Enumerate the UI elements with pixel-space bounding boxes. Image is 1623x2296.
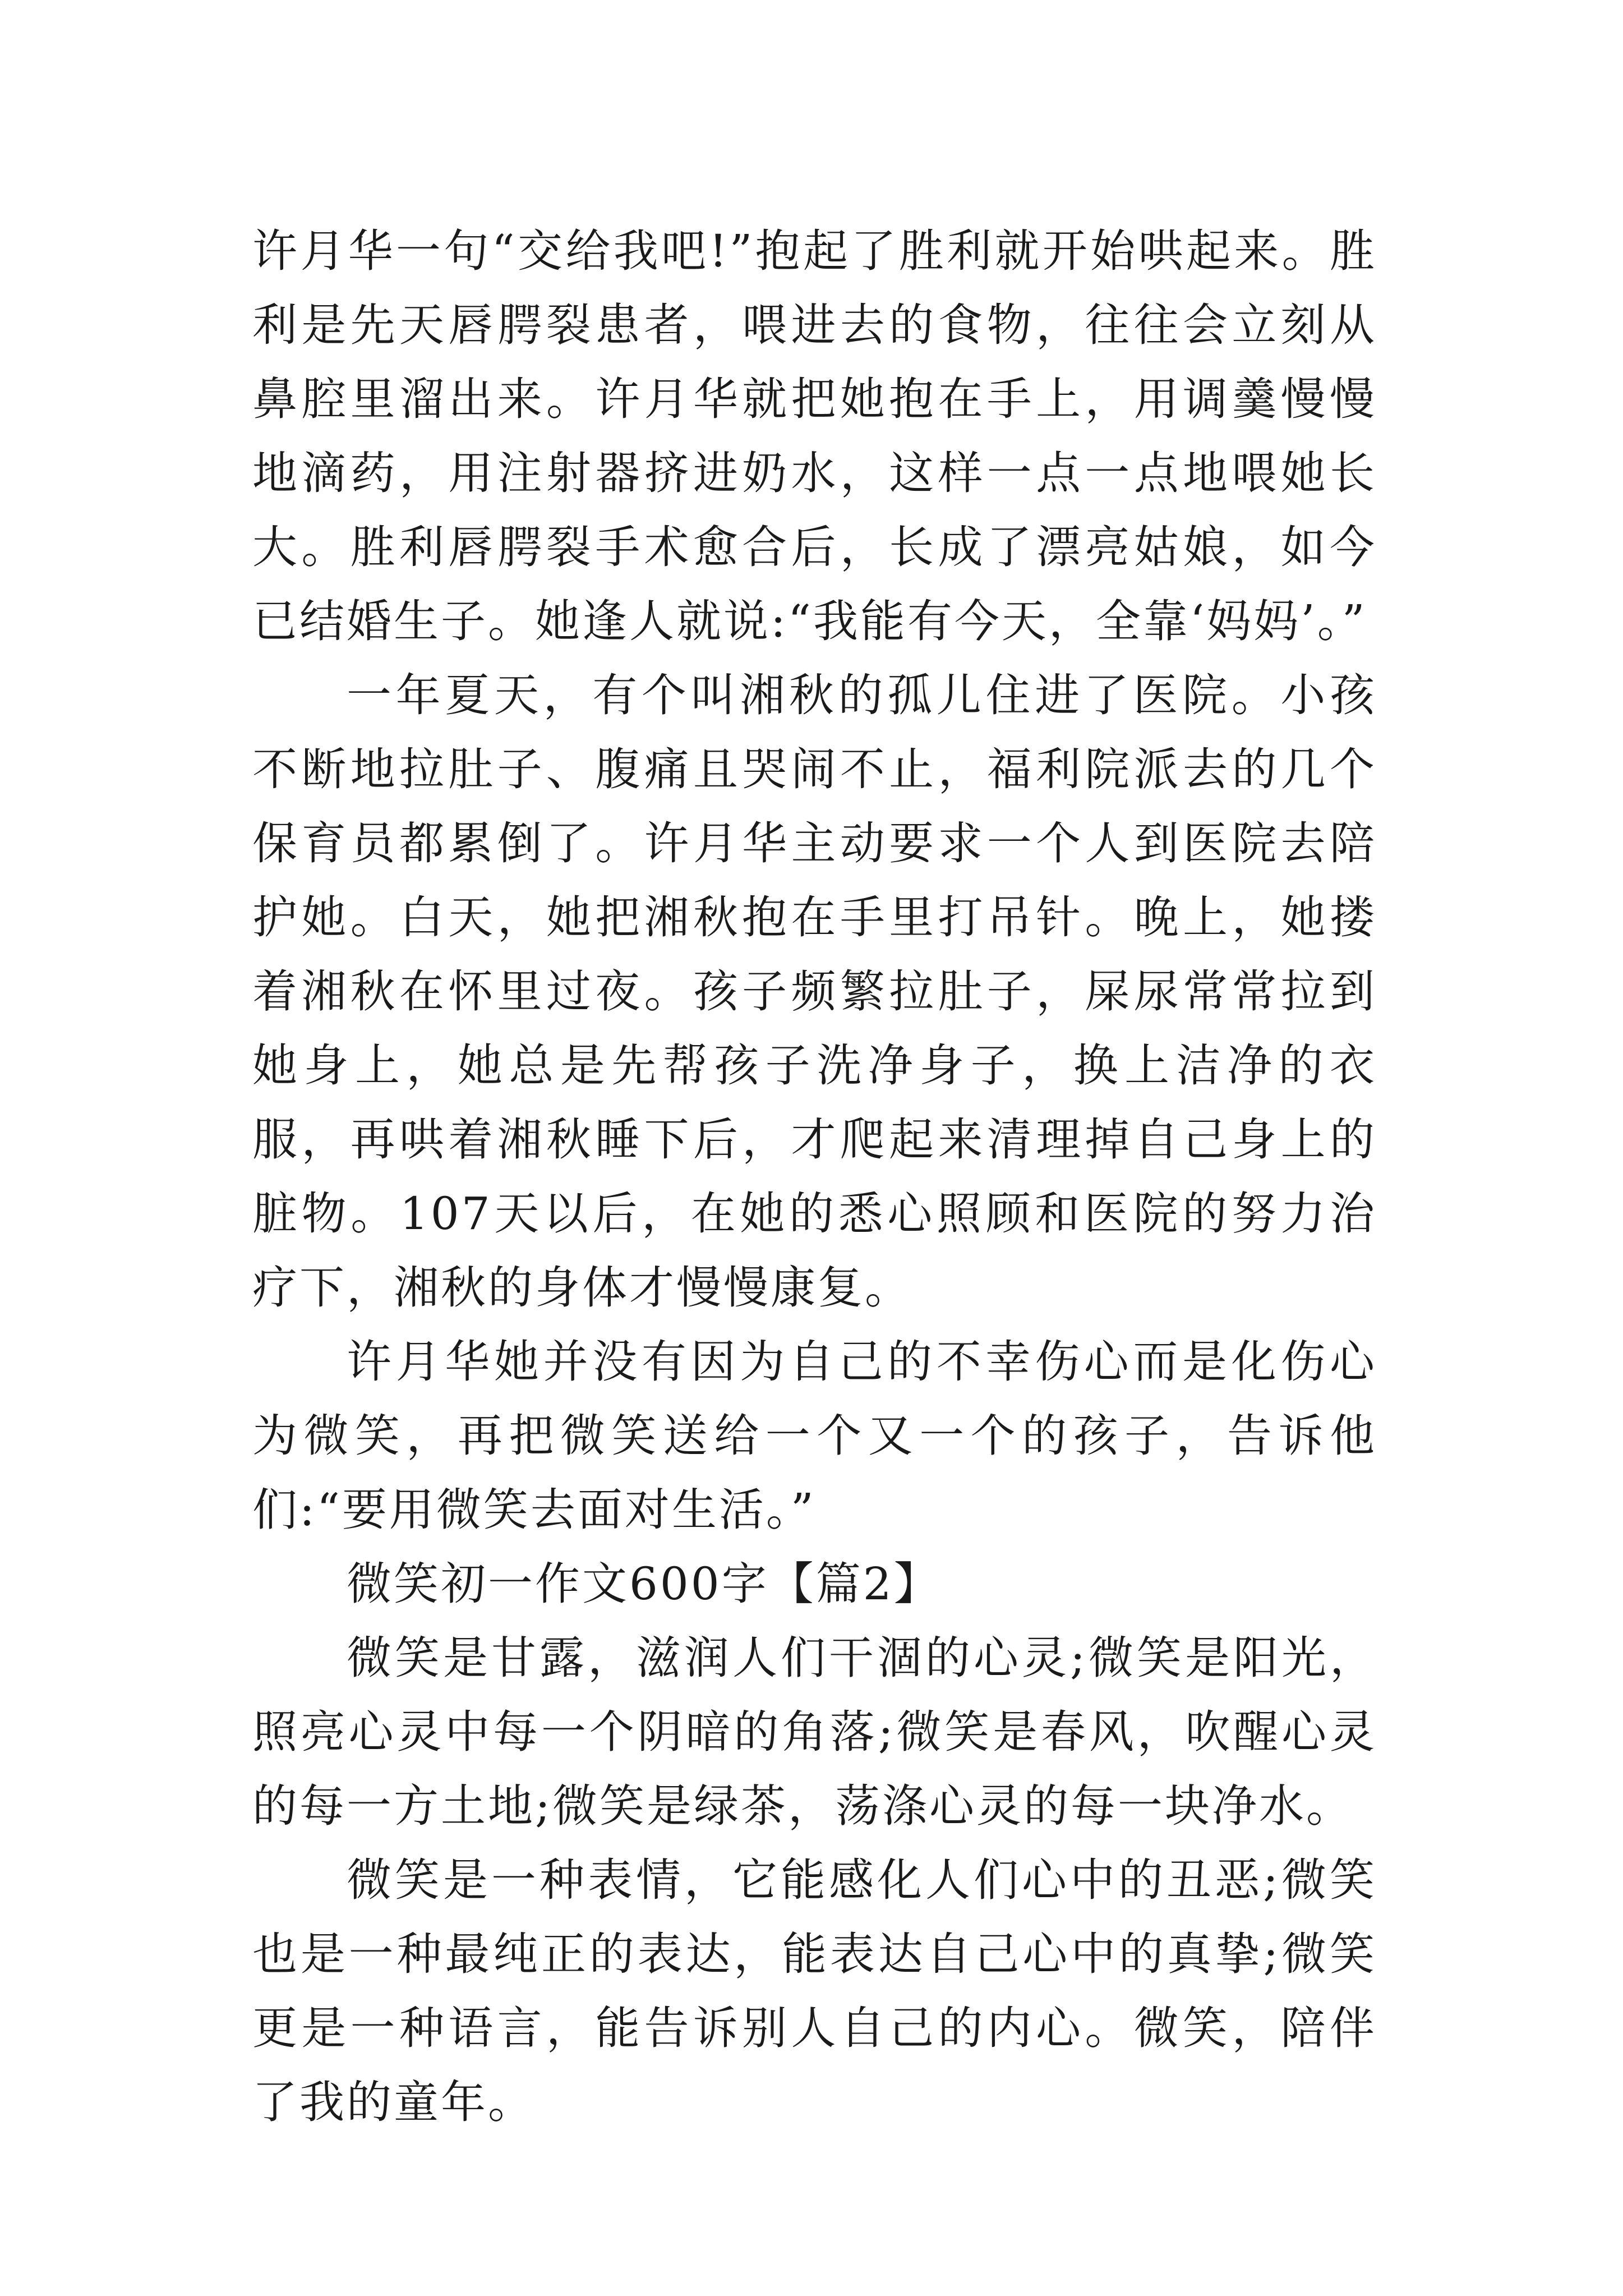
section-heading: 微笑初一作文600字【篇2】 — [347, 1558, 941, 1610]
document-body — [252, 214, 1377, 2139]
paragraph-1: 许月华一句“交给我吧!”抱起了胜利就开始哄起来。胜利是先天唇腭裂患者，喂进去的食物，往往会立刻从鼻腔里溜出来。许月华就把她抱在手上，用调羹慢慢地滴药，用注射器挤进奶水，这样一点一点地喂她长大。胜利唇腭裂手术愈合后，长成了漂亮姑娘，如今已结婚生子。她逢人就说:“我能有今天，全靠‘妈妈’。” — [252, 225, 1377, 647]
paragraph-2: 一年夏天，有个叫湘秋的孤儿住进了医院。小孩不断地拉肚子、腹痛且哭闹不止，福利院派去的几个保育员都累倒了。许月华主动要求一个人到医院去陪护她。白天，她把湘秋抱在手里打吊针。晚上，她搂着湘秋在怀里过夜。孩子频繁拉肚子，屎尿常常拉到她身上，她总是先帮孩子洗净身子，换上洁净的衣服，再哄着湘秋睡下后，才爬起来清理掉自己身上的脏物。107天以后，在她的悉心照顾和医院的努力治疗下，湘秋的身体才慢慢康复。 — [252, 669, 1377, 1314]
paragraph-4: 微笑是甘露，滋润人们干涸的心灵;微笑是阳光，照亮心灵中每一个阴暗的角落;微笑是春风，吹醒心灵的每一方土地;微笑是绿茶，荡涤心灵的每一块净水。 — [252, 1632, 1377, 1832]
paragraph-3: 许月华她并没有因为自己的不幸伤心而是化伤心为微笑，再把微笑送给一个又一个的孩子，告诉他们:“要用微笑去面对生活。” — [252, 1336, 1377, 1536]
paragraph-5: 微笑是一种表情，它能感化人们心中的丑恶;微笑也是一种最纯正的表达，能表达自己心中的真挚;微笑更是一种语言，能告诉别人自己的内心。微笑，陪伴了我的童年。 — [252, 1854, 1377, 2128]
